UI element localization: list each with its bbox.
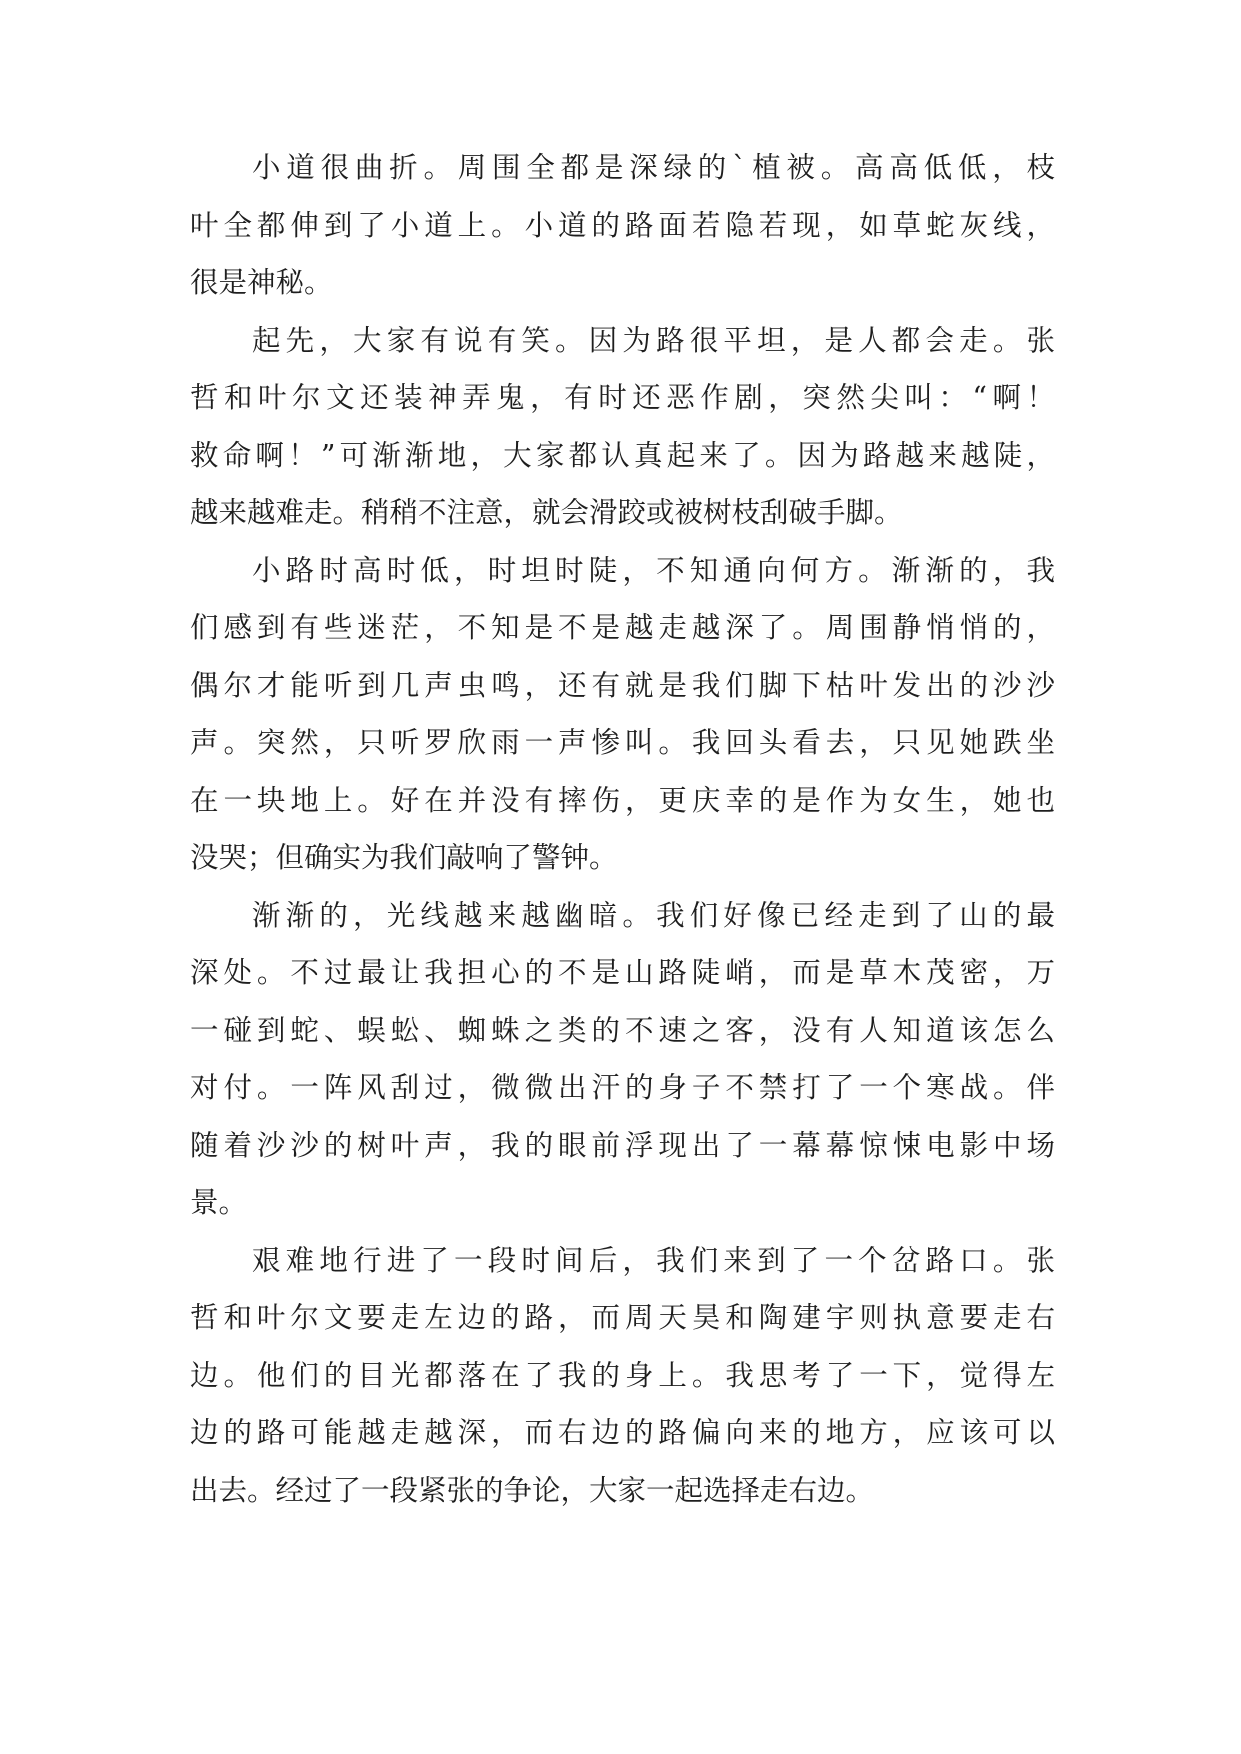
text-line: 边。他们的目光都落在了我的身上。我思考了一下，觉得左 [190,1358,1055,1392]
text-line: 声。突然，只听罗欣雨一声惨叫。我回头看去，只见她跌坐 [190,726,1055,759]
text-line: 偶尔才能听到几声虫鸣，还有就是我们脚下枯叶发出的沙沙 [190,668,1055,702]
text-line: 随着沙沙的树叶声，我的眼前浮现出了一幕幕惊悚电影中场 [190,1128,1055,1162]
text-line: 小道很曲折。周围全都是深绿的`植被。高高低低，枝 [252,151,1055,184]
body-text [190,139,1055,1519]
text-line: 在一块地上。好在并没有摔伤，更庆幸的是作为女生，她也 [190,783,1055,817]
text-line: 边的路可能越走越深，而右边的路偏向来的地方，应该可以 [190,1416,1055,1449]
text-line: 没哭；但确实为我们敲响了警钟。 [190,841,618,874]
text-line: 深处。不过最让我担心的不是山路陡峭，而是草木茂密，万 [190,956,1055,989]
paragraph-3 [190,542,1055,887]
text-line: 救命啊！”可渐渐地，大家都认真起来了。因为路越来越陡， [190,438,1055,472]
paragraph-5 [190,1232,1055,1520]
text-line: 出去。经过了一段紧张的争论，大家一起选择走右边。 [190,1473,875,1507]
paragraph-1 [190,139,1055,312]
paragraph-4 [190,887,1055,1232]
text-line: 景。 [190,1186,248,1219]
text-line: 们感到有些迷茫，不知是不是越走越深了。周围静悄悄的， [190,611,1055,644]
text-line: 小路时高时低，时坦时陡，不知通向何方。渐渐的，我 [252,553,1055,587]
text-line: 越来越难走。稍稍不注意，就会滑跤或被树枝刮破手脚。 [190,496,903,529]
text-line: 起先，大家有说有笑。因为路很平坦，是人都会走。张 [252,323,1055,357]
text-line: 哲和叶尔文要走左边的路，而周天昊和陶建宇则执意要走右 [190,1301,1055,1334]
text-line: 叶全都伸到了小道上。小道的路面若隐若现，如草蛇灰线， [190,208,1055,242]
text-line: 渐渐的，光线越来越幽暗。我们好像已经走到了山的最 [252,898,1055,932]
paragraph-2 [190,312,1055,542]
text-line: 对付。一阵风刮过，微微出汗的身子不禁打了一个寒战。伴 [190,1071,1055,1104]
text-line: 哲和叶尔文还装神弄鬼，有时还恶作剧，突然尖叫：“啊！ [190,381,1055,414]
text-line: 很是神秘。 [190,266,333,299]
text-line: 一碰到蛇、蜈蚣、蜘蛛之类的不速之客，没有人知道该怎么 [190,1013,1055,1047]
text-line: 艰难地行进了一段时间后，我们来到了一个岔路口。张 [252,1243,1055,1277]
